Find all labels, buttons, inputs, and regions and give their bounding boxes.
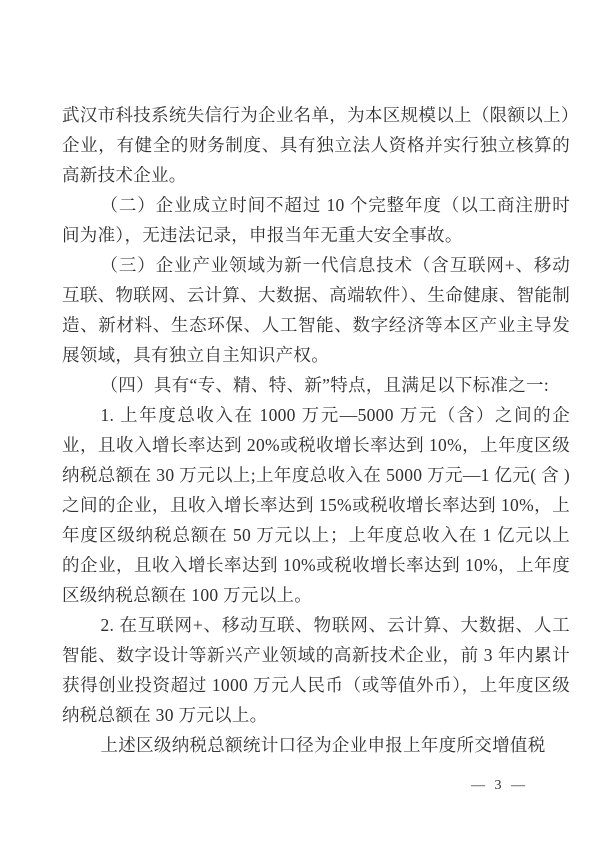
paragraph-tax-note: 上述区级纳税总额统计口径为企业申报上年度所交增值税 (100, 735, 546, 755)
paragraph-continuation: 武汉市科技系统失信行为企业名单，为本区规模以上（限额以上）企业，有健全的财务制度、具有独立法人资格并实行独立核算的高新技术企业。 (62, 105, 570, 185)
paragraph-item-2: （二）企业成立时间不超过 10 个完整年度（以工商注册时间为准），无违法记录，申报当年无重大安全事故。 (62, 195, 570, 245)
document-body (62, 100, 570, 760)
paragraph-item-4: （四）具有“专、精、特、新”特点，且满足以下标准之一: (100, 375, 549, 395)
paragraph-item-3: （三）企业产业领域为新一代信息技术（含互联网+、移动互联、物联网、云计算、大数据、高端软件）、生命健康、智能制造、新材料、生态环保、人工智能、数字经济等本区产业主导发展领域，具有独立自主知识产权。 (62, 255, 570, 365)
paragraph-criterion-1: 1. 上年度总收入在 1000 万元—5000 万元（含）之间的企业，且收入增长率达到 20%或税收增长率达到 10%，上年度区级纳税总额在 30 万元以上;上年度总收入在 5000 万元—1 亿元( 含 )之间的企业，且收入增长率达到 15%或税收增长率达到 10%，上年度区级纳税总额在 50 万元以上；上年度总收入在 1 亿元以上的企业，且收入增长率达到 10%或税收增长率达到 10%，上年度区级纳税总额在 100 万元以上。 (62, 405, 570, 605)
page-number: — 3 — (471, 778, 528, 793)
paragraph-criterion-2: 2. 在互联网+、移动互联、物联网、云计算、大数据、人工智能、数字设计等新兴产业领域的高新技术企业，前 3 年内累计获得创业投资超过 1000 万元人民币（或等值外币），上年度区级纳税总额在 30 万元以上。 (62, 615, 570, 725)
page-footer (471, 778, 528, 794)
